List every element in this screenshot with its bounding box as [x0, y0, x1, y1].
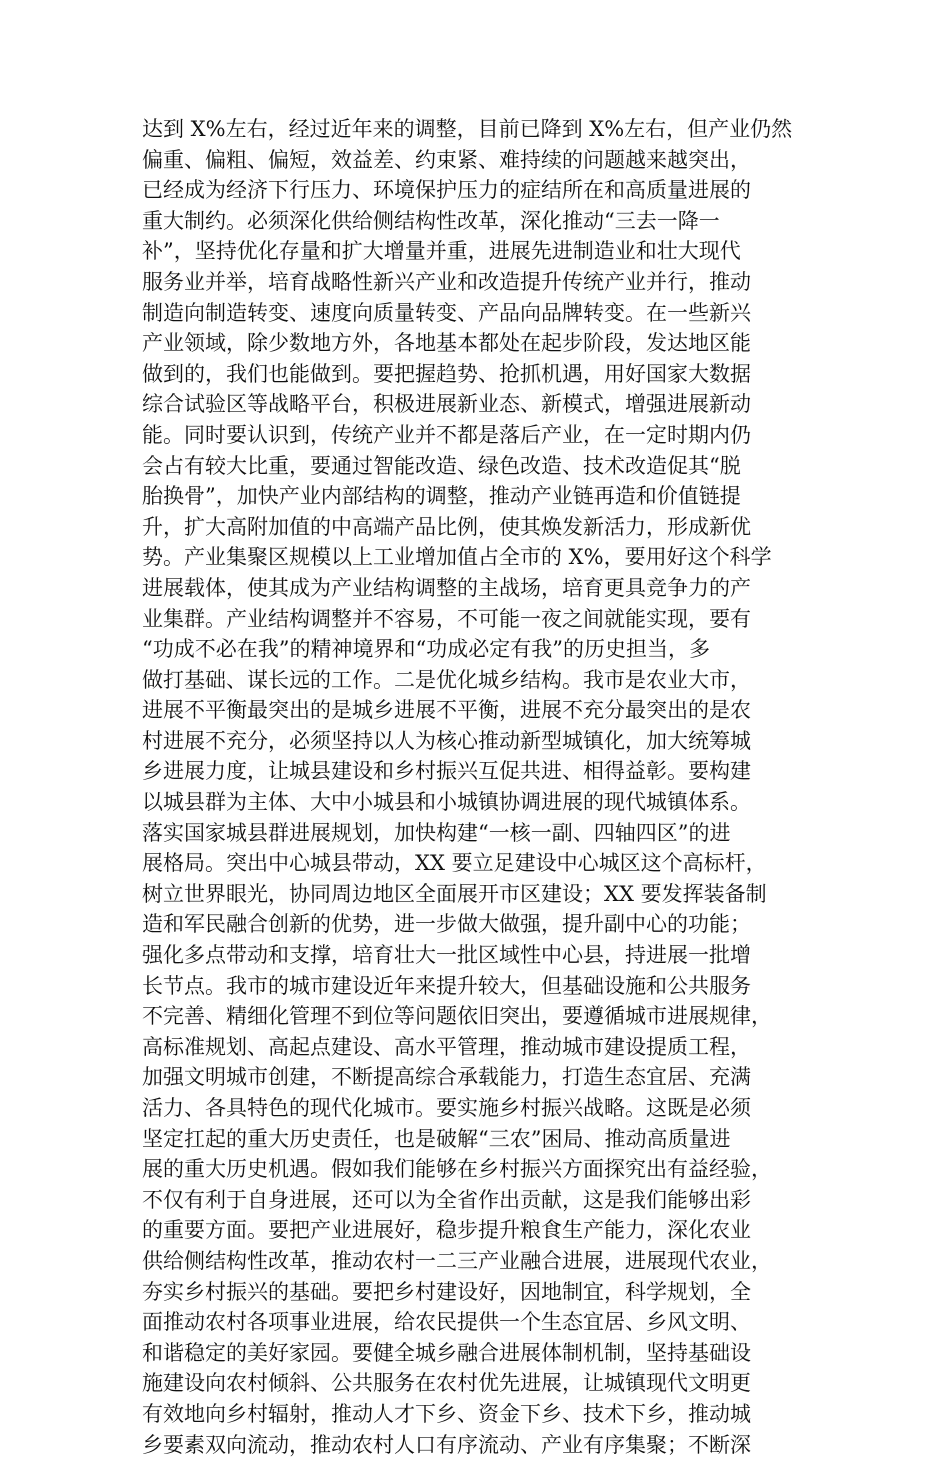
text-line: 强化多点带动和支撑，培育壮大一批区域性中心县，持进展一批增	[142, 943, 751, 968]
text-line: 造和军民融合创新的优势，进一步做大做强，提升副中心的功能；	[142, 912, 751, 937]
text-line: 进展不平衡最突出的是城乡进展不平衡，进展不充分最突出的是农	[142, 698, 751, 723]
text-line: 高标准规划、高起点建设、高水平管理，推动城市建设提质工程，	[142, 1034, 751, 1059]
text-line: 会占有较大比重，要通过智能改造、绿色改造、技术改造促其“脱	[142, 453, 741, 478]
text-line: 业集群。产业结构调整并不容易，不可能一夜之间就能实现，要有	[142, 606, 751, 631]
text-line: 偏重、偏粗、偏短，效益差、约束紧、难持续的问题越来越突出，	[142, 147, 751, 172]
text-line: 势。产业集聚区规模以上工业增加值占全市的 X%，要用好这个科学	[142, 545, 772, 570]
text-line: 活力、各具特色的现代化城市。要实施乡村振兴战略。这既是必须	[142, 1096, 751, 1120]
text-line: 产业领域，除少数地方外，各地基本都处在起步阶段，发达地区能	[142, 331, 751, 356]
text-line: 长节点。我市的城市建设近年来提升较大，但基础设施和公共服务	[142, 973, 751, 998]
text-line: 综合试验区等战略平台，积极进展新业态、新模式，增强进展新动	[142, 392, 751, 417]
text-line: 已经成为经济下行压力、环境保护压力的症结所在和高质量进展的	[142, 178, 751, 203]
text-line: 不完善、精细化管理不到位等问题依旧突出，要遵循城市进展规律，	[142, 1004, 772, 1029]
text-line: 服务业并举，培育战略性新兴产业和改造提升传统产业并行，推动	[142, 269, 751, 294]
text-line: 面推动农村各项事业进展，给农民提供一个生态宜居、乡风文明、	[142, 1310, 751, 1335]
text-line: 村进展不充分，必须坚持以人为核心推动新型城镇化，加大统筹城	[142, 728, 751, 753]
text-line: 不仅有利于自身进展，还可以为全省作出贡献，这是我们能够出彩	[142, 1187, 751, 1212]
text-line: 展格局。突出中心城县带动，XX 要立足建设中心城区这个高标杆，	[142, 851, 767, 876]
text-line: 坚定扛起的重大历史责任，也是破解“三农”困局、推动高质量进	[142, 1126, 731, 1151]
text-line: 的重要方面。要把产业进展好，稳步提升粮食生产能力，深化农业	[142, 1218, 751, 1243]
text-line: 树立世界眼光，协同周边地区全面展开市区建设；XX 要发挥装备制	[142, 881, 767, 906]
text-line: 制造向制造转变、速度向质量转变、产品向品牌转变。在一些新兴	[142, 300, 751, 325]
text-line: 有效地向乡村辐射，推动人才下乡、资金下乡、技术下乡，推动城	[142, 1401, 751, 1426]
text-line: 夯实乡村振兴的基础。要把乡村建设好，因地制宜，科学规划，全	[142, 1279, 751, 1304]
text-line: 胎换骨”，加快产业内部结构的调整，推动产业链再造和价值链提	[142, 484, 741, 509]
text-line: 进展载体，使其成为产业结构调整的主战场，培育更具竞争力的产	[142, 575, 751, 600]
text-line: 以城县群为主体、大中小城县和小城镇协调进展的现代城镇体系。	[142, 790, 751, 815]
text-line: 升，扩大高附加值的中高端产品比例，使其焕发新活力，形成新优	[142, 514, 751, 539]
text-line: 达到 X%左右，经过近年来的调整，目前已降到 X%左右，但产业仍然	[142, 117, 793, 141]
text-line: 重大制约。必须深化供给侧结构性改革，深化推动“三去一降一	[142, 208, 720, 233]
text-line: 施建设向农村倾斜、公共服务在农村优先进展，让城镇现代文明更	[142, 1371, 751, 1396]
text-line: 和谐稳定的美好家园。要健全城乡融合进展体制机制，坚持基础设	[142, 1340, 751, 1365]
text-line: 做到的，我们也能做到。要把握趋势、抢抓机遇，用好国家大数据	[142, 361, 751, 386]
text-line: 供给侧结构性改革，推动农村一二三产业融合进展，进展现代农业，	[142, 1248, 772, 1273]
text-line: 乡进展力度，让城县建设和乡村振兴互促共进、相得益彰。要构建	[142, 759, 751, 784]
text-line: 能。同时要认识到，传统产业并不都是落后产业，在一定时期内仍	[142, 422, 751, 447]
text-line: “功成不必在我”的精神境界和“功成必定有我”的历史担当，多	[142, 637, 710, 662]
text-line: 展的重大历史机遇。假如我们能够在乡村振兴方面探究出有益经验，	[142, 1157, 772, 1182]
text-line: 做打基础、谋长远的工作。二是优化城乡结构。我市是农业大市，	[142, 667, 751, 692]
body-text	[142, 114, 814, 1460]
text-line: 补”，坚持优化存量和扩大增量并重，进展先进制造业和壮大现代	[142, 239, 741, 264]
text-line: 乡要素双向流动，推动农村人口有序流动、产业有序集聚；不断深	[142, 1432, 751, 1457]
text-line: 落实国家城县群进展规划，加快构建“一核一副、四轴四区”的进	[142, 820, 731, 845]
text-line: 加强文明城市创建，不断提高综合承载能力，打造生态宜居、充满	[142, 1065, 751, 1090]
